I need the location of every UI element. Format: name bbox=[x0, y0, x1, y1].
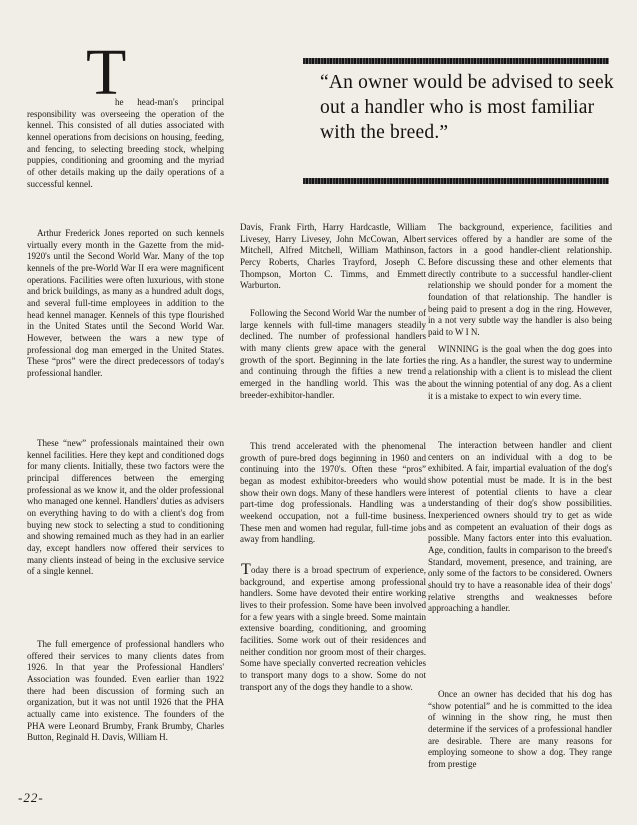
column1-paragraph-1 bbox=[27, 97, 224, 190]
column1-paragraph-2: Arthur Frederick Jones reported on such kennels virtually every month in the Gazette from the mid-1920's until the Second World War. Many of the top kennels of the pre-World War II era were magnificent operations. Facilities were often luxurious, with stone and brick buildings, as many as a hundred adult dogs, and several full-time employees in addition to the head kennel manager. Kennels of this type flourished in the United States until the Second World War. However, between the wars a new type of professional dog man emerged in the United States. These “pros” were the direct predecessors of today's professional handler. bbox=[27, 228, 224, 378]
column3-paragraph-3: The interaction between handler and client centers on an individual with a dog to be exhibited. A fair, impartial evaluation of the dog's show potential must be made. It is in the best interest of potential clients to have a clear understanding of their dog's show possibilities. Inexperienced owners should try to get as wide and as competent an evaluation of their dogs as possible. Many factors enter into this evaluation. Age, condition, faults in comparison to the breed's Standard, movement, presence, and training, are only some of the factors to be considered. Owners should try to have a reasonable idea of their dogs' relative strengths and weaknesses before approaching a handler. bbox=[428, 440, 612, 614]
column1-paragraph-3: These “new” professionals maintained their own kennel facilities. Here they kept and conditioned dogs for many clients. Initially, these two factors were the principal differences between the emerging professional as we know it, and the older professional who managed one kennel. Handlers' duties as advisers on everything having to do with a client's dog from buying new stock to selecting a stud to conditioning and showing remained much as they had in an earlier day, except handlers now offered their services to many clients instead of being in the exclusive service of a single kennel. bbox=[27, 438, 224, 577]
column2-paragraph-4: oday there is a broad spectrum of experience, background, and expertise among professional handlers. Some have devoted their entire working lives to their profession. Some have been involved for a few years with a single breed. Some maintain extensive boarding, conditioning, and grooming facilities. Some work out of their residences and neither condition nor groom most of their charges. Some have specially converted recreation vehicles to transport many dogs to a show. Some do not transport any of the dogs they handle to a show. bbox=[240, 565, 426, 692]
column2-paragraph-1: Davis, Frank Firth, Harry Hardcastle, William Livesey, Harry Livesey, John McCowan, Albert Mitchell, Alfred Mitchell, William Mathinson, Percy Roberts, Charles Trayford, Joseph C. Thompson, Morton C. Timms, and Emmett Warburton. bbox=[240, 222, 426, 291]
column2-paragraph-3: This trend accelerated with the phenomenal growth of pure-bred dogs beginning in 1960 and continuing into the 1970's. Often these “pros” began as modest exhibitor-breeders who would show their own dogs. Many of these handlers were part-time dog professionals. Handling was a weekend occupation, not a full-time business. These men and women had regular, full-time jobs away from handling. bbox=[240, 441, 426, 545]
pull-quote: “An owner would be advised to seek out a handler who is most familiar with the breed.” bbox=[320, 72, 614, 143]
column3-paragraph-1: The background, experience, facilities and services offered by a handler are some of the factors in a good handler-client relationship. Before discussing these and other elements that directly contribute to a successful handler-client relationship we should ponder for a moment the foundation of that relationship. The handler is being paid to present a dog in the ring. However, in a not very subtle way the handler is also being paid to W I N. bbox=[428, 222, 612, 337]
page-number: -22- bbox=[18, 790, 44, 805]
column3-paragraph-4: Once an owner has decided that his dog has “show potential” and he is committed to the idea of winning in the show ring, he must then determine if the services of a professional handler are desirable. There are many reasons for employing someone to show a dog. They range from prestige bbox=[428, 689, 612, 769]
pull-quote-bottom-rule bbox=[303, 178, 609, 184]
column2-paragraph-2: Following the Second World War the number of large kennels with full-time managers steadily declined. The number of professional handlers with many clients grew apace with the general growth of the sport. Beginning in the late forties and continuing through the fifties a new trend emerged in the handling world. This was the breeder-exhibitor-handler. bbox=[240, 308, 426, 400]
column1-paragraph-1-text: he head-man's principal responsibility was overseeing the operation of the kennel. This consisted of all duties associated with kennel operations from decisions on housing, feeding, and fencing, to selecting breeding stock, whelping puppies, conditioning and grooming and the myriad of other details making up the daily operations of a successful kennel. bbox=[27, 97, 224, 189]
pull-quote-top-rule bbox=[303, 58, 609, 64]
column3-paragraph-2: WINNING is the goal when the dog goes into the ring. As a handler, the surest way to undermine a relationship with a client is to mislead the client about the winning potential of any dog. As a client it is a mistake to expect to win every time. bbox=[428, 344, 612, 401]
column1-paragraph-4: The full emergence of professional handlers who offered their services to many clients dates from 1926. In that year the Professional Handlers' Association was founded. Even earlier than 1922 there had been discussion of forming such an organization, but it was not until 1926 that the PHA actually came into existence. The founders of the PHA were Leonard Brumby, Frank Brumby, Charles Button, Reginald H. Davis, William H. bbox=[27, 639, 224, 743]
drop-cap: T bbox=[86, 36, 127, 109]
column2-small-cap: T bbox=[241, 561, 251, 578]
